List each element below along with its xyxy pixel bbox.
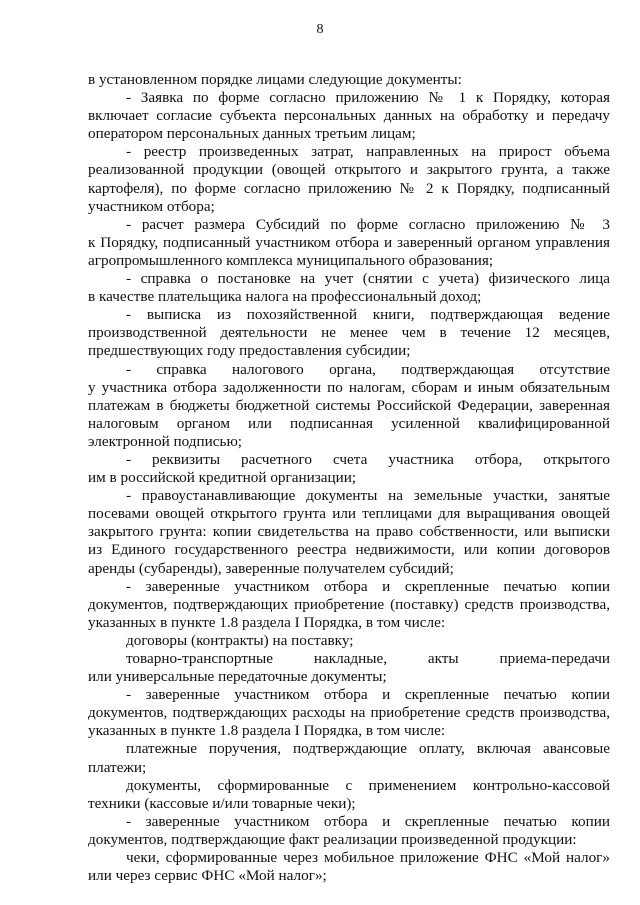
page-number: 8 [316, 22, 324, 37]
text-line: у участника отбора задолженности по налогам, сборам и иным обязательным [88, 378, 610, 396]
text-line: договоры (контракты) на поставку; [126, 631, 354, 649]
text-line: документы, сформированные с применением контрольно-кассовой [126, 776, 610, 794]
text-line: картофеля), по форме согласно приложению № 2 к Порядку, подписанный [88, 179, 610, 197]
text-line: платежам в бюджеты бюджетной системы Российской Федерации, заверенная [88, 396, 610, 414]
text-line: в установленном порядке лицами следующие документы: [88, 71, 462, 88]
text-line: - заверенные участником отбора и скрепленные печатью копии [126, 812, 610, 830]
text-line: указанных в пункте 1.8 раздела I Порядка, в том числе: [88, 722, 446, 740]
text-line: документов, подтверждающие факт реализации произведенной продукции: [88, 830, 577, 848]
text-line: товарно-транспортные накладные, акты приема-передачи [126, 650, 610, 667]
text-line: платежи; [88, 758, 147, 776]
text-line: в качестве плательщика налога на профессиональный доход; [88, 288, 482, 306]
text-line: - Заявка по форме согласно приложению № 1 к Порядку, которая [126, 89, 610, 107]
text-line: - справка о постановке на учет (снятии с учета) физического лица [126, 270, 610, 288]
text-line: документов, подтверждающих приобретение (поставку) средств производства, [88, 595, 610, 613]
text-line: к Порядку, подписанный участником отбора и заверенный органом управления [88, 233, 610, 251]
text-line: - реквизиты расчетного счета участника отбора, открытого [126, 450, 610, 468]
text-line: - заверенные участником отбора и скрепленные печатью копии [126, 577, 610, 595]
text-line: чеки, сформированные через мобильное приложение ФНС «Мой налог» [126, 849, 610, 867]
text-line: или через сервис ФНС «Мой налог»; [88, 867, 327, 885]
text-line: агропромышленного комплекса муниципального образования; [88, 251, 494, 269]
text-line: - выписка из похозяйственной книги, подтверждающая ведение [126, 306, 610, 324]
text-line: предшествующих году предоставления субсидии; [88, 342, 411, 360]
text-line: оператором персональных данных третьим лицам; [88, 125, 416, 143]
text-line: налоговым органом или подписанная усиленной квалифицированной [88, 414, 610, 432]
text-line: документов, подтверждающих расходы на приобретение средств производства, [88, 704, 610, 722]
text-line: из Единого государственного реестра недвижимости, или копии договоров [88, 541, 610, 559]
text-line: закрытого грунта: копии свидетельства на право собственности, или выписки [88, 523, 610, 541]
text-line: - расчет размера Субсидий по форме согласно приложению № 3 [126, 215, 610, 233]
text-line: аренды (субаренды), заверенные получателем субсидий; [88, 559, 454, 577]
text-line: - правоустанавливающие документы на земельные участки, занятые [126, 487, 610, 505]
text-line: производственной деятельности не менее чем в течение 12 месяцев, [88, 324, 610, 342]
document-body [88, 71, 610, 885]
text-line: - реестр произведенных затрат, направленных на прирост объема [126, 143, 610, 161]
text-line: или универсальные передаточные документы; [88, 668, 387, 686]
text-line: им в российской кредитной организации; [88, 469, 357, 487]
text-line: посевами овощей открытого грунта или теплицами для выращивания овощей [88, 505, 610, 523]
text-line: техники (кассовые и/или товарные чеки); [88, 794, 356, 812]
text-line: включает согласие субъекта персональных данных на обработку и передачу [88, 107, 610, 125]
text-line: - справка налогового органа, подтверждающая отсутствие [126, 360, 610, 378]
text-line: реализованной продукции (овощей открытого и закрытого грунта, а также [88, 161, 610, 179]
text-line: - заверенные участником отбора и скрепленные печатью копии [126, 686, 610, 704]
text-line: электронной подписью; [88, 432, 243, 450]
text-line: указанных в пункте 1.8 раздела I Порядка, в том числе: [88, 613, 446, 631]
text-line: участником отбора; [88, 197, 215, 215]
text-line: платежные поручения, подтверждающие оплату, включая авансовые [126, 740, 610, 758]
